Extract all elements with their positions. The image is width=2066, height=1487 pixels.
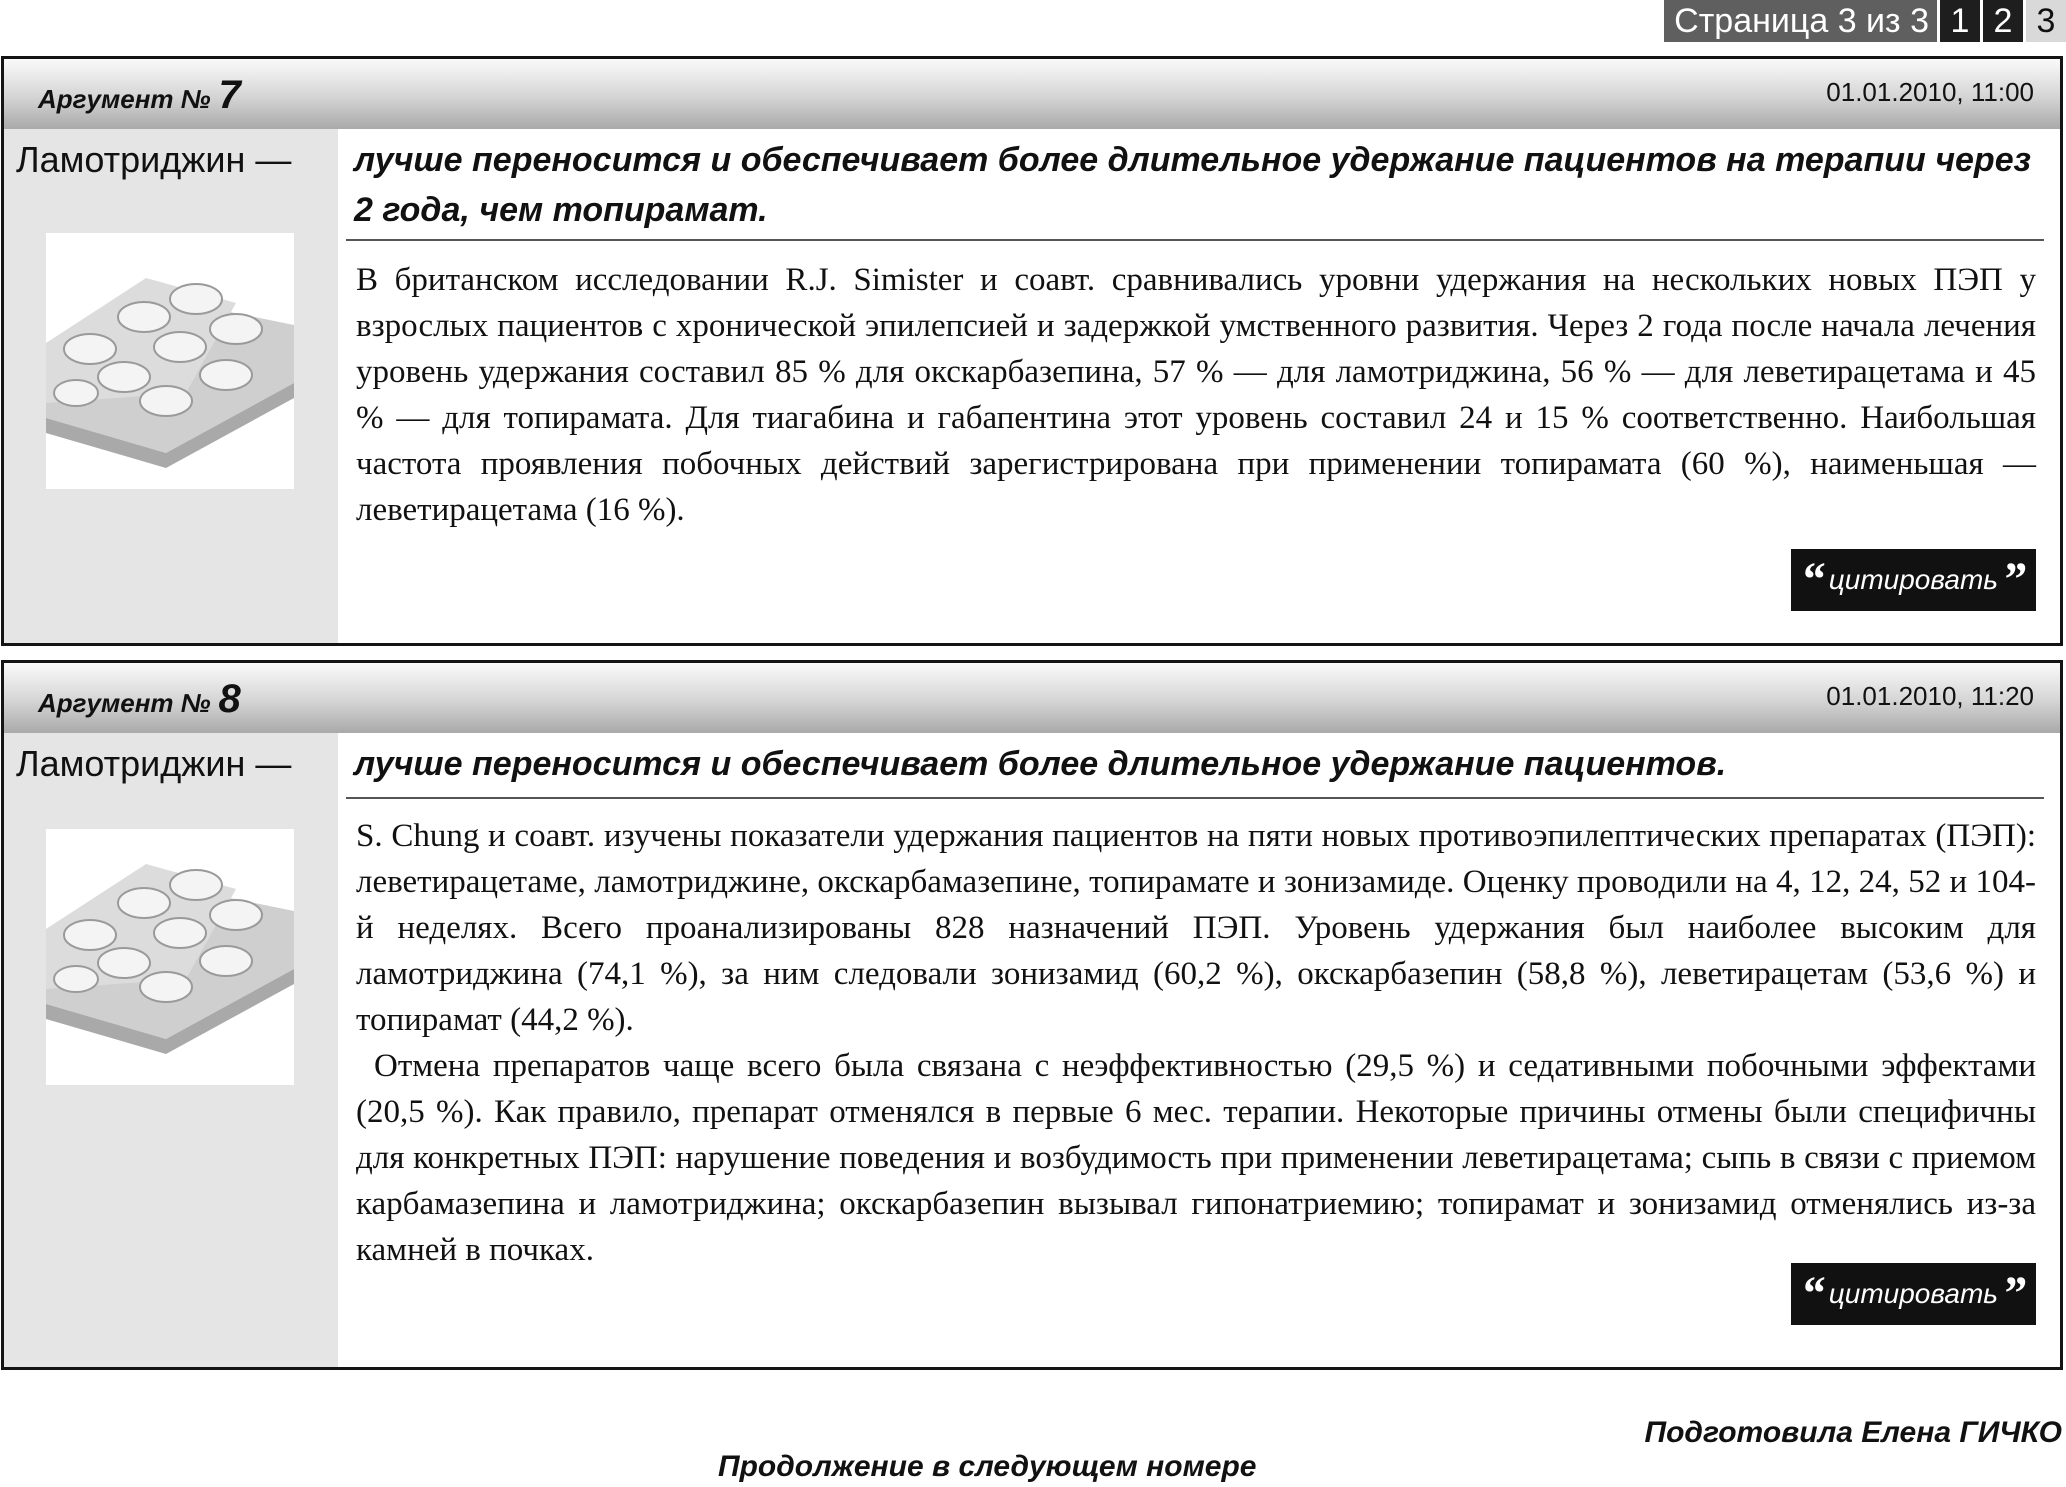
cite-button[interactable]	[1791, 1263, 2036, 1325]
pills-blister-image	[46, 829, 294, 1085]
argument-headline: лучше переносится и обеспечивает более длительное удержание пациентов на терапии через 2 года, чем топирамат.	[354, 141, 2031, 229]
cite-button-label: цитировать	[1828, 564, 1998, 595]
paragraph: S. Chung и соавт. изучены показатели удержания пациентов на пяти новых противоэпилептических препаратах (ПЭП): леветирацетаме, ламотриджине, окскарбамазепине, топирамате и зонизамиде. Оценку проводили на 4, 12, 24, 52 и 104-й неделях. Всего проанализированы 828 назначений ПЭП. Уровень удержания был наиболее высоким для ламотриджина (74,1 %), за ним следовали зонизамид (60,2 %), окскарбазепин (58,8 %), леветирацетам (53,6 %) и топирамат (44,2 %).	[356, 818, 2036, 1038]
drug-name: Ламотриджин —	[16, 743, 292, 784]
quote-close-icon: ”	[2002, 553, 2026, 606]
cite-button-label: цитировать	[1828, 1278, 1998, 1309]
divider	[346, 239, 2044, 241]
page-indicator: Страница 3 из 3	[1664, 0, 1937, 42]
pills-blister-image	[46, 233, 294, 489]
argument-sidebar	[4, 129, 338, 643]
argument-sidebar	[4, 733, 338, 1367]
argument-title	[38, 677, 241, 722]
continued-note: Продолжение в следующем номере	[718, 1450, 1257, 1483]
page-link-2[interactable]: 2	[1983, 0, 2023, 42]
argument-text	[356, 257, 2036, 533]
argument-title	[38, 73, 241, 118]
quote-open-icon: “	[1800, 553, 1825, 606]
page-link-1[interactable]: 1	[1940, 0, 1980, 42]
argument-card-7	[1, 56, 2063, 646]
argument-label: Аргумент №	[38, 84, 211, 114]
argument-headline: лучше переносится и обеспечивает более длительное удержание пациентов.	[354, 745, 1727, 783]
argument-number: 7	[218, 73, 241, 117]
author-credit: Подготовила Елена ГИЧКО	[1644, 1416, 2062, 1449]
argument-header	[4, 663, 2060, 733]
drug-name: Ламотриджин —	[16, 139, 292, 180]
argument-date: 01.01.2010, 11:00	[1826, 77, 2034, 107]
page-link-3-current[interactable]: 3	[2026, 0, 2066, 42]
pagination	[1664, 0, 2066, 42]
argument-body	[4, 129, 2060, 643]
argument-card-8	[1, 660, 2063, 1370]
paragraph: В британском исследовании R.J. Simister и соавт. сравнивались уровни удержания на нескольких новых ПЭП у взрослых пациентов с хронической эпилепсией и задержкой умственного развития. Через 2 года после начала лечения уровень удержания составил 85 % для окскарбазепина, 57 % — для ламотриджина, 56 % — для леветирацетама и 45 % — для топирамата. Для тиагабина и габапентина этот уровень составил 24 и 15 % соответственно. Наибольшая частота проявления побочных действий зарегистрирована при применении топирамата (60 %), наименьшая — леветирацетама (16 %).	[356, 262, 2036, 528]
divider	[346, 797, 2044, 799]
quote-open-icon: “	[1800, 1267, 1825, 1320]
argument-date: 01.01.2010, 11:20	[1826, 681, 2034, 711]
argument-number: 8	[218, 677, 241, 721]
argument-header	[4, 59, 2060, 129]
quote-close-icon: ”	[2002, 1267, 2026, 1320]
argument-label: Аргумент №	[38, 688, 211, 718]
paragraph: Отмена препаратов чаще всего была связана с неэффективностью (29,5 %) и седативными побочными эффектами (20,5 %). Как правило, препарат отменялся в первые 6 мес. терапии. Некоторые причины отмены были специфичны для конкретных ПЭП: нарушение поведения и возбудимость при применении леветирацетама; сыпь в связи с приемом карбамазепина и ламотриджина; окскарбазепин вызывал гипонатриемию; топирамат и зонизамид отменялись из-за камней в почках.	[356, 1048, 2036, 1268]
cite-button[interactable]	[1791, 549, 2036, 611]
argument-text	[356, 813, 2036, 1273]
argument-body	[4, 733, 2060, 1367]
